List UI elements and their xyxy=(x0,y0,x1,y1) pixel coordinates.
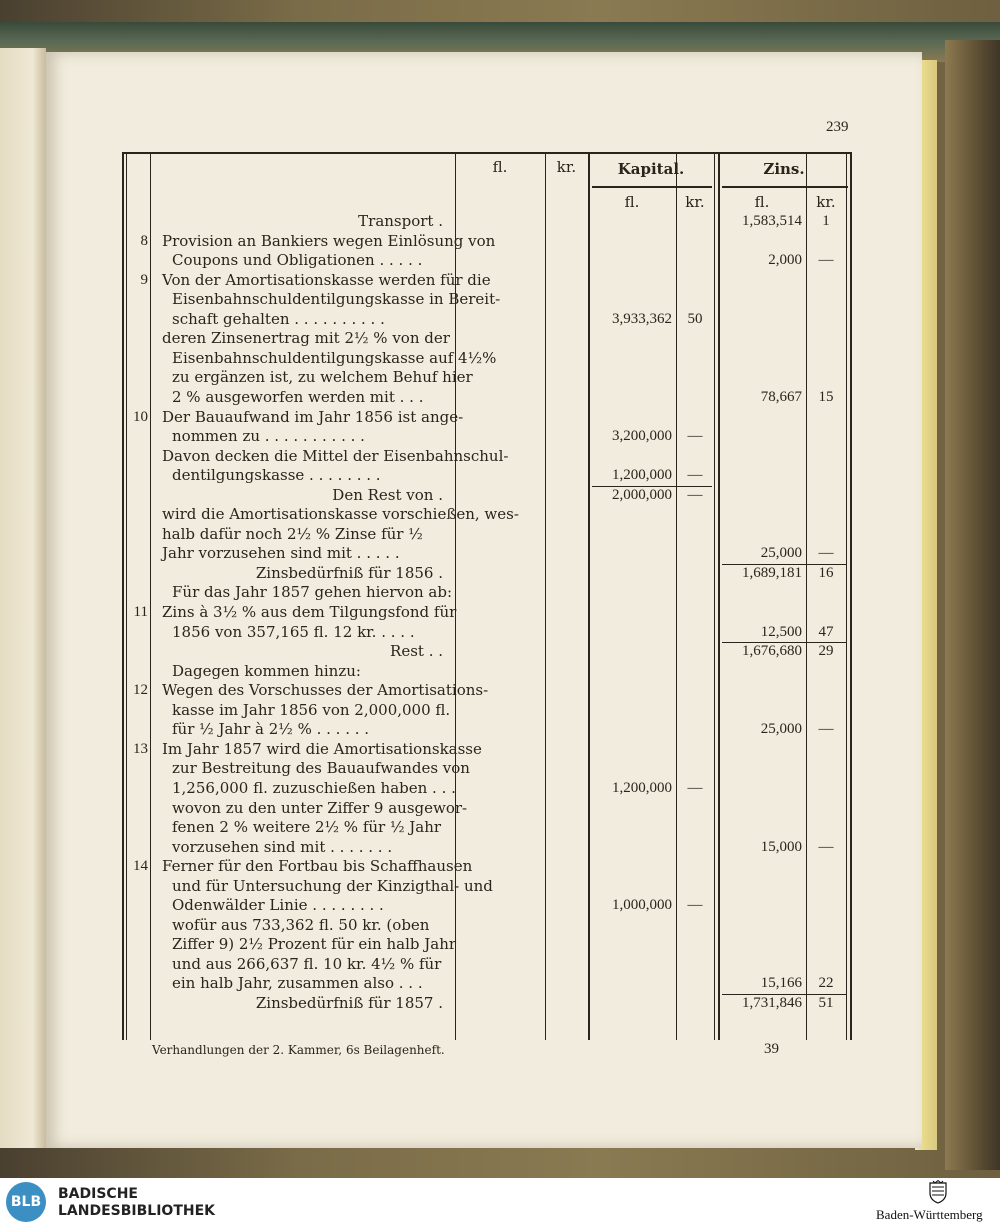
item-number: 9 xyxy=(140,271,148,288)
amount-kap-kr: — xyxy=(687,486,703,503)
entry-text: wofür aus 733,362 fl. 50 kr. (oben xyxy=(172,915,430,934)
amount-kap-kr: — xyxy=(687,897,703,914)
entry-text: Ziffer 9) 2½ Prozent für ein halb Jahr xyxy=(172,935,457,954)
amount-zins-fl: 15,000 xyxy=(760,838,802,855)
amount-kap-kr: — xyxy=(687,779,703,796)
amount-zins-kr: 16 xyxy=(818,564,834,581)
entry-text: halb dafür noch 2½ % Zinse für ½ xyxy=(162,524,423,543)
amount-kap-kr: — xyxy=(687,467,703,484)
library-footer-bar xyxy=(0,1178,1000,1226)
entry-text: Dagegen kommen hinzu: xyxy=(172,661,361,680)
entry-text: Transport . xyxy=(358,212,443,230)
amount-zins-fl: 25,000 xyxy=(760,545,802,562)
book-cover-right xyxy=(945,40,1000,1170)
amount-zins-fl: 25,000 xyxy=(760,721,802,738)
table-top-rule xyxy=(122,152,852,154)
header-kapital-fl: fl. xyxy=(624,193,640,211)
entry-text: für ½ Jahr à 2½ % . . . . . . xyxy=(172,720,370,739)
entry-text: vorzusehen sind mit . . . . . . . xyxy=(172,837,393,856)
item-number: 8 xyxy=(140,232,148,249)
amount-kap-fl: 3,933,362 xyxy=(612,310,672,327)
amount-zins-fl: 2,000 xyxy=(768,252,802,269)
amount-zins-kr: — xyxy=(818,721,834,738)
header-zins-fl: fl. xyxy=(754,193,770,211)
column-rule xyxy=(122,152,124,1040)
column-rule xyxy=(850,152,852,1040)
amount-zins-fl: 12,500 xyxy=(760,623,802,640)
entry-text: 1,256,000 fl. zuzuschießen haben . . . xyxy=(172,778,456,797)
amount-zins-fl: 15,166 xyxy=(760,975,802,992)
entry-text: Im Jahr 1857 wird die Amortisationskasse xyxy=(162,739,482,758)
entry-text: ein halb Jahr, zusammen also . . . xyxy=(172,974,423,993)
column-rule xyxy=(545,152,546,1040)
header-zins: Zins. xyxy=(763,160,805,178)
column-rule xyxy=(718,152,720,1040)
entry-text: Rest . . xyxy=(390,642,443,661)
kapital-header-rule xyxy=(592,186,712,188)
header-kr: kr. xyxy=(556,158,577,176)
entry-text: kasse im Jahr 1856 von 2,000,000 fl. xyxy=(172,700,451,719)
amount-zins-fl: 78,667 xyxy=(760,388,802,405)
amount-kap-kr: — xyxy=(687,428,703,445)
library-name-line2: LANDESBIBLIOTHEK xyxy=(58,1203,216,1219)
sum-rule xyxy=(722,994,846,995)
amount-kap-kr: 50 xyxy=(687,310,703,327)
entry-text: Eisenbahnschuldentilgungskasse auf 4½% xyxy=(172,348,497,367)
header-kapital-kr: kr. xyxy=(685,193,705,211)
header-kapital: Kapital. xyxy=(617,160,685,178)
entry-text: Coupons und Obligationen . . . . . xyxy=(172,251,423,270)
entry-text: Ferner für den Fortbau bis Schaffhausen xyxy=(162,857,473,876)
library-name-line1: BADISCHE xyxy=(58,1186,138,1202)
facing-page-edge xyxy=(0,48,46,1148)
item-number: 10 xyxy=(133,408,148,425)
footer-title: Verhandlungen der 2. Kammer, 6s Beilagenheft. xyxy=(152,1043,445,1057)
entry-text: wovon zu den unter Ziffer 9 ausgewor- xyxy=(172,798,468,817)
item-number: 13 xyxy=(133,740,148,757)
amount-zins-kr: — xyxy=(818,545,834,562)
entry-text: dentilgungskasse . . . . . . . . xyxy=(172,466,381,485)
page-number: 239 xyxy=(826,119,849,135)
entry-text: Zinsbedürfniß für 1856 . xyxy=(255,563,443,582)
amount-zins-kr: 22 xyxy=(818,975,834,992)
amount-zins-kr: 1 xyxy=(822,213,830,229)
entry-text: wird die Amortisationskasse vorschießen, wes- xyxy=(162,505,519,524)
state-name: Baden-Württemberg xyxy=(876,1207,983,1222)
amount-kap-fl: 2,000,000 xyxy=(612,486,672,503)
entry-text: Davon decken die Mittel der Eisenbahnschul- xyxy=(162,446,509,465)
footer-sheet-number: 39 xyxy=(764,1041,779,1057)
entry-text: Jahr vorzusehen sind mit . . . . . xyxy=(162,544,400,563)
entry-text: Zinsbedürfniß für 1857 . xyxy=(255,994,443,1012)
entry-text: Von der Amortisationskasse werden für die xyxy=(162,270,491,289)
header-zins-kr: kr. xyxy=(816,193,836,211)
column-rule xyxy=(714,152,715,1040)
column-rule xyxy=(806,152,807,1040)
sum-rule xyxy=(722,642,846,643)
entry-text: Für das Jahr 1857 gehen hiervon ab: xyxy=(172,583,452,602)
item-number: 11 xyxy=(133,604,148,620)
entry-text: 1856 von 357,165 fl. 12 kr. . . . . xyxy=(172,622,415,641)
entry-text: zur Bestreitung des Bauaufwandes von xyxy=(172,759,470,778)
amount-zins-kr: 51 xyxy=(818,995,834,1011)
entry-text: Zins à 3½ % aus dem Tilgungsfond für xyxy=(162,603,457,621)
column-rule xyxy=(846,152,847,1040)
amount-zins-kr: 29 xyxy=(818,643,834,660)
entry-text: zu ergänzen ist, zu welchem Behuf hier xyxy=(172,368,473,387)
amount-zins-kr: — xyxy=(818,838,834,855)
library-name[interactable] xyxy=(58,1186,215,1220)
header-fl: fl. xyxy=(492,158,508,176)
amount-kap-fl: 1,200,000 xyxy=(612,467,672,484)
item-number: 12 xyxy=(133,682,148,699)
amount-zins-kr: 47 xyxy=(818,623,834,640)
coat-of-arms-icon xyxy=(928,1180,948,1204)
entry-text: Der Bauaufwand im Jahr 1856 ist ange- xyxy=(162,407,464,426)
sum-rule xyxy=(592,486,712,487)
amount-kap-fl: 1,200,000 xyxy=(612,779,672,796)
entry-text: und für Untersuchung der Kinzigthal- und xyxy=(172,876,493,895)
amount-zins-kr: 15 xyxy=(818,388,834,405)
entry-text: Wegen des Vorschusses der Amortisations- xyxy=(162,681,489,700)
entry-text: schaft gehalten . . . . . . . . . . xyxy=(172,309,385,328)
amount-zins-kr: — xyxy=(818,252,834,269)
sum-rule xyxy=(722,564,846,565)
entry-text: und aus 266,637 fl. 10 kr. 4½ % für xyxy=(172,954,442,973)
item-number: 14 xyxy=(133,858,148,875)
column-rule xyxy=(150,152,151,1040)
blb-logo[interactable]: BLB xyxy=(6,1182,46,1222)
amount-kap-fl: 1,000,000 xyxy=(612,897,672,914)
entry-text: deren Zinsenertrag mit 2½ % von der xyxy=(162,329,450,348)
entry-text: Eisenbahnschuldentilgungskasse in Bereit- xyxy=(172,290,501,309)
entry-text: fenen 2 % weitere 2½ % für ½ Jahr xyxy=(172,818,442,837)
amount-zins-fl: 1,583,514 xyxy=(742,213,802,229)
entry-text: Odenwälder Linie . . . . . . . . xyxy=(172,896,384,915)
entry-text: 2 % ausgeworfen werden mit . . . xyxy=(172,387,424,406)
amount-zins-fl: 1,676,680 xyxy=(742,643,802,660)
entry-text: Den Rest von . xyxy=(332,485,443,504)
amount-kap-fl: 3,200,000 xyxy=(612,428,672,445)
zins-header-rule xyxy=(722,186,848,188)
amount-zins-fl: 1,689,181 xyxy=(742,564,802,581)
entry-text: nommen zu . . . . . . . . . . . xyxy=(172,427,365,446)
entry-text: Provision an Bankiers wegen Einlösung von xyxy=(162,231,496,250)
amount-zins-fl: 1,731,846 xyxy=(742,995,802,1011)
